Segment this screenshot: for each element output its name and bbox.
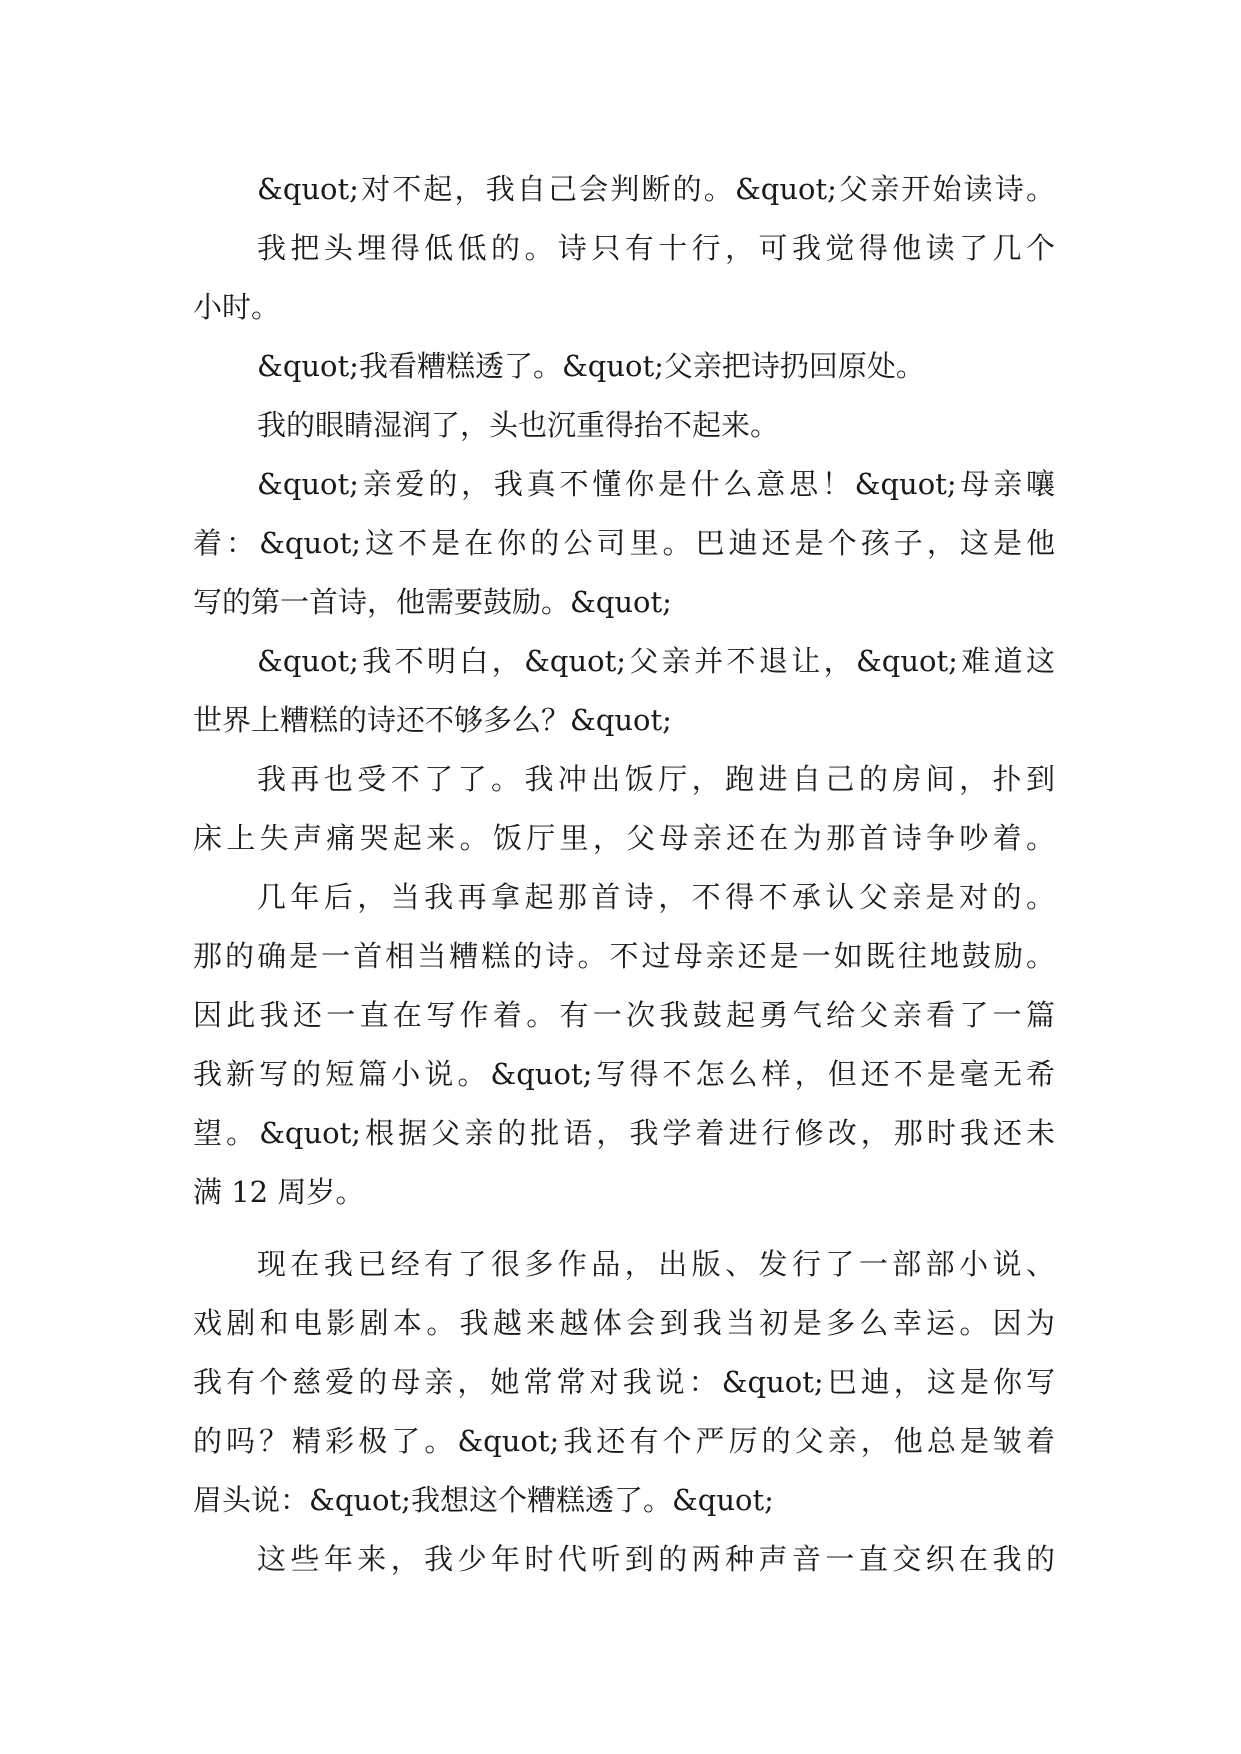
text-line-20: 戏剧和电影剧本。我越来越体会到我当初是多么幸运。因为 <box>193 1306 1055 1340</box>
text-line-8: 写的第一首诗，他需要鼓励。&quot; <box>193 585 672 619</box>
text-line-17: 望。&quot;根据父亲的批语，我学着进行修改，那时我还未 <box>193 1116 1055 1150</box>
text-line-21: 我有个慈爱的母亲，她常常对我说：&quot;巴迪，这是你写 <box>193 1365 1055 1399</box>
text-line-5: 我的眼睛湿润了，头也沉重得抬不起来。 <box>257 408 780 442</box>
text-line-6: &quot;亲爱的，我真不懂你是什么意思！&quot;母亲嚷 <box>257 467 1055 501</box>
paragraph-gap <box>193 1222 1055 1235</box>
text-line-14: 那的确是一首相当糟糕的诗。不过母亲还是一如既往地鼓励。 <box>193 939 1055 973</box>
text-line-23: 眉头说：&quot;我想这个糟糕透了。&quot; <box>193 1483 774 1517</box>
text-line-9: &quot;我不明白，&quot;父亲并不退让，&quot;难道这 <box>257 644 1055 678</box>
document-page <box>193 160 1055 1589</box>
text-line-16: 我新写的短篇小说。&quot;写得不怎么样，但还不是毫无希 <box>193 1057 1055 1091</box>
text-line-18: 满 12 周岁。 <box>193 1175 365 1209</box>
text-line-13: 几年后，当我再拿起那首诗，不得不承认父亲是对的。 <box>257 880 1055 914</box>
text-line-11: 我再也受不了了。我冲出饭厅，跑进自己的房间，扑到 <box>257 762 1055 796</box>
text-line-19: 现在我已经有了很多作品，出版、发行了一部部小说、 <box>257 1247 1055 1281</box>
text-line-24: 这些年来，我少年时代听到的两种声音一直交织在我的 <box>257 1542 1055 1576</box>
text-line-22: 的吗？精彩极了。&quot;我还有个严厉的父亲，他总是皱着 <box>193 1424 1055 1458</box>
text-line-1: &quot;对不起，我自己会判断的。&quot;父亲开始读诗。 <box>257 172 1055 206</box>
text-line-10: 世界上糟糕的诗还不够多么？&quot; <box>193 703 672 737</box>
text-line-7: 着：&quot;这不是在你的公司里。巴迪还是个孩子，这是他 <box>193 526 1055 560</box>
text-line-2: 我把头埋得低低的。诗只有十行，可我觉得他读了几个 <box>257 231 1055 265</box>
text-line-3: 小时。 <box>193 290 281 324</box>
text-line-4: &quot;我看糟糕透了。&quot;父亲把诗扔回原处。 <box>257 349 925 383</box>
text-line-12: 床上失声痛哭起来。饭厅里，父母亲还在为那首诗争吵着。 <box>193 821 1055 855</box>
text-line-15: 因此我还一直在写作着。有一次我鼓起勇气给父亲看了一篇 <box>193 998 1055 1032</box>
